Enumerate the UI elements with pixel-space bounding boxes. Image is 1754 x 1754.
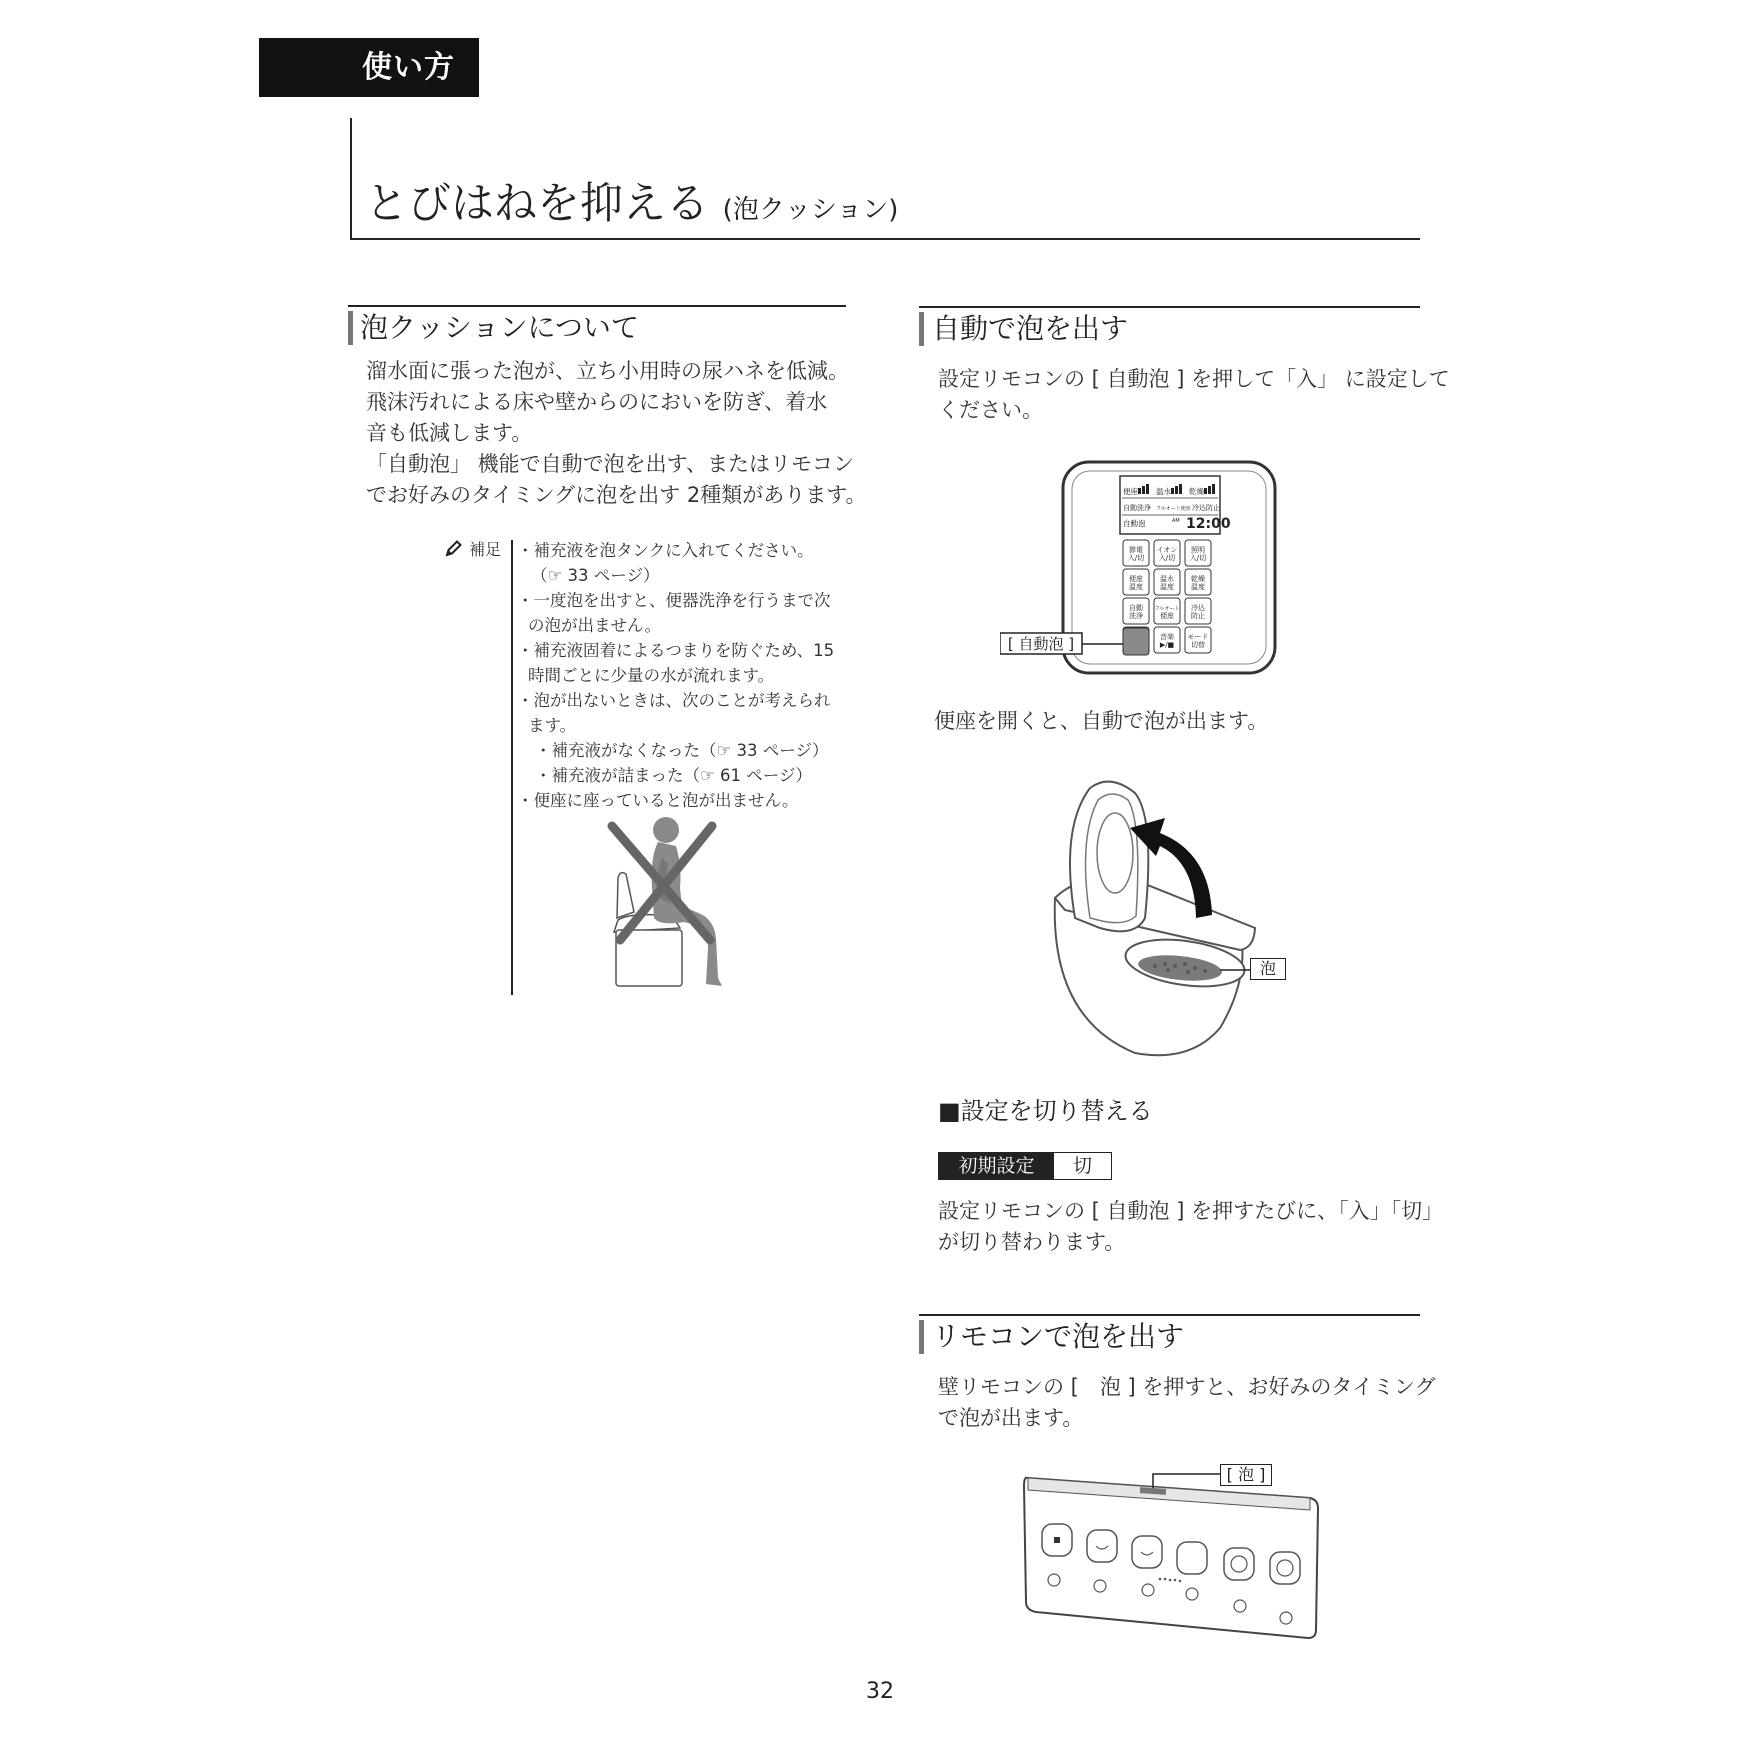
text-line: が切り替わります。 bbox=[938, 1230, 1126, 1254]
remote-button-label: 節電 bbox=[1129, 546, 1143, 554]
remote-button-label: 便座 bbox=[1129, 575, 1143, 583]
text-line: 壁リモコンの [ 泡 ] を押すと、お好みのタイミング bbox=[938, 1375, 1436, 1399]
seated-person-prohibited-illustration bbox=[600, 808, 760, 998]
text-line: 飛沫汚れによる床や壁からのにおいを防ぎ、着水 bbox=[366, 390, 828, 414]
text-line: ください。 bbox=[938, 398, 1043, 422]
text-line: で泡が出ます。 bbox=[938, 1406, 1084, 1430]
remote-button-label: 温度 bbox=[1160, 583, 1174, 591]
page-title bbox=[365, 176, 898, 238]
section-rule bbox=[919, 1314, 1420, 1316]
note-item: ・補充液がなくなった（☞ 33 ページ） bbox=[535, 741, 829, 760]
note-item: ・泡が出ないときは、次のことが考えられ bbox=[517, 691, 831, 710]
note-item: ・補充液固着によるつまりを防ぐため、15 bbox=[517, 641, 835, 660]
section-heading-auto: 自動で泡を出す bbox=[932, 312, 1129, 345]
lcd-autoflush-label: 自動洗浄 bbox=[1123, 504, 1151, 512]
text-line: 設定リモコンの [ 自動泡 ] を押して「入」 に設定して bbox=[938, 367, 1450, 391]
note-rule bbox=[511, 540, 513, 995]
pencil-icon bbox=[444, 538, 464, 558]
about-paragraph bbox=[366, 356, 867, 511]
lcd-coldprev-label: 冷込防止 bbox=[1192, 504, 1220, 512]
remote-button-label: ▶/■ bbox=[1159, 641, 1175, 649]
section-tag: 使い方 bbox=[259, 38, 479, 97]
remote-button-label: 入/切 bbox=[1158, 554, 1176, 562]
remote-button-label: 切替 bbox=[1191, 641, 1205, 649]
note-header bbox=[444, 538, 501, 562]
remote-button-label: フルオート bbox=[1154, 606, 1180, 612]
section-bar bbox=[919, 312, 924, 346]
remote-paragraph bbox=[938, 1372, 1436, 1434]
text-line: でお好みのタイミングに泡を出す 2種類があります。 bbox=[366, 483, 867, 507]
title-rule-vertical bbox=[350, 118, 352, 240]
remote-button-label: 冷込 bbox=[1191, 604, 1205, 612]
remote-button-label: 防止 bbox=[1191, 612, 1205, 620]
note-item: ・一度泡を出すと、便器洗浄を行うまで次 bbox=[517, 591, 831, 610]
note-item: の泡が出ません。 bbox=[528, 616, 661, 635]
remote-button-label: 自動 bbox=[1129, 604, 1143, 612]
default-setting-badge bbox=[938, 1152, 1112, 1180]
remote-button-label: 音楽 bbox=[1160, 633, 1174, 641]
remote-button-label: 温度 bbox=[1191, 583, 1205, 591]
remote-button-label: イオン bbox=[1156, 546, 1178, 554]
lcd-clock: 12:00 bbox=[1186, 516, 1231, 532]
toilet-lid-open-illustration bbox=[1040, 778, 1300, 1058]
default-setting-label: 初期設定 bbox=[939, 1153, 1054, 1179]
settings-remote-illustration bbox=[1000, 460, 1280, 675]
text-line: 「自動泡」 機能で自動で泡を出す、またはリモコン bbox=[366, 452, 854, 476]
wall-remote-illustration bbox=[1020, 1460, 1320, 1645]
remote-button-label: 温水 bbox=[1160, 575, 1174, 583]
subheading-switch-setting: ■設定を切り替える bbox=[938, 1097, 1153, 1125]
note-item: ・便座に座っていると泡が出ません。 bbox=[517, 791, 799, 810]
note-item: ・補充液が詰まった（☞ 61 ページ） bbox=[535, 766, 812, 785]
default-setting-value: 切 bbox=[1072, 1155, 1092, 1177]
note-list bbox=[517, 538, 834, 813]
note-item: 時間ごとに少量の水が流れます。 bbox=[528, 666, 775, 685]
page-title-main: とびはねを抑える bbox=[365, 179, 709, 229]
remote-button-label: 照明 bbox=[1191, 546, 1205, 554]
remote-button-label: 入/切 bbox=[1189, 554, 1207, 562]
section-rule bbox=[348, 305, 846, 307]
note-label: 補足 bbox=[469, 540, 502, 559]
title-rule-horizontal bbox=[350, 238, 1420, 240]
remote-callout-auto-foam: [ 自動泡 ] bbox=[1007, 635, 1075, 653]
section-heading-about: 泡クッションについて bbox=[360, 311, 639, 344]
section-bar bbox=[919, 1320, 924, 1354]
remote-button-label: モード bbox=[1187, 633, 1209, 641]
lcd-ampm: AM bbox=[1172, 518, 1180, 524]
remote-button-label: 洗浄 bbox=[1129, 612, 1143, 620]
lcd-autofoam-label: 自動泡 bbox=[1123, 519, 1146, 528]
page-title-sub: (泡クッション) bbox=[722, 195, 899, 225]
lcd-water-label: 温水 bbox=[1156, 487, 1171, 496]
remote-button-label: 入/切 bbox=[1127, 554, 1145, 562]
page-number: 32 bbox=[866, 1679, 894, 1704]
text-line: 音も低減します。 bbox=[366, 421, 533, 445]
remote-button-label: 温度 bbox=[1129, 583, 1143, 591]
remote-button-label: 乾燥 bbox=[1191, 575, 1205, 583]
lcd-dry-label: 乾燥 bbox=[1189, 487, 1204, 496]
lcd-fullauto-label: フルオート便座 bbox=[1156, 506, 1191, 512]
note-item: （☞ 33 ページ） bbox=[531, 566, 660, 585]
text-line: 設定リモコンの [ 自動泡 ] を押すたびに、「入」「切」 bbox=[938, 1199, 1444, 1223]
section-rule bbox=[919, 306, 1420, 308]
lcd-seat-label: 便座 bbox=[1123, 487, 1138, 496]
remote-button-label: 便座 bbox=[1160, 612, 1174, 620]
section-heading-remote: リモコンで泡を出す bbox=[932, 1320, 1185, 1353]
wall-remote-callout-foam: [ 泡 ] bbox=[1220, 1464, 1272, 1486]
auto-paragraph-2: 便座を開くと、自動で泡が出ます。 bbox=[934, 709, 1269, 733]
section-bar bbox=[348, 311, 353, 345]
auto-paragraph bbox=[938, 364, 1450, 426]
text-line: 溜水面に張った泡が、立ち小用時の尿ハネを低減。 bbox=[366, 359, 849, 383]
note-item: ます。 bbox=[528, 716, 577, 735]
toilet-callout-foam: 泡 bbox=[1250, 958, 1286, 980]
note-item: ・補充液を泡タンクに入れてください。 bbox=[517, 541, 814, 560]
switch-paragraph bbox=[938, 1196, 1443, 1258]
